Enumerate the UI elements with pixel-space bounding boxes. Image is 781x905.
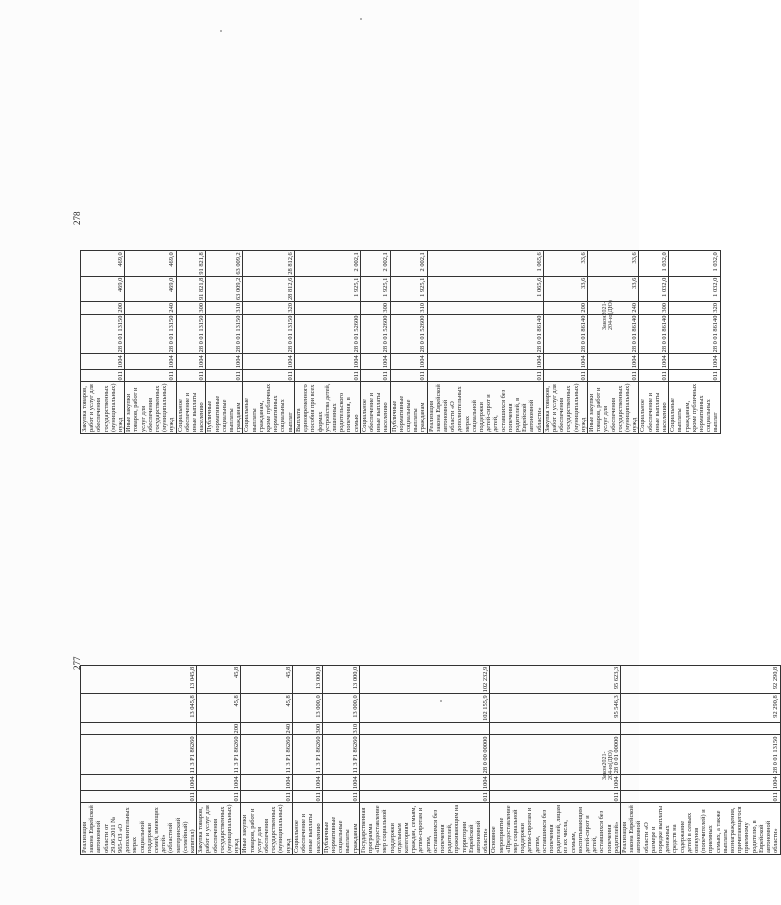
row-amount-2023-cell: 91 821,8 xyxy=(176,251,206,276)
row-expense-type-cell: 300 xyxy=(292,722,322,735)
row-section-cell: 1004 xyxy=(639,354,669,370)
row-name-cell: Выплата единовременного пособия при всех формах устройства детей, лишенных родительского попечения, в семью xyxy=(294,383,360,432)
row-amount-2022-cell: 91 821,8 xyxy=(176,276,206,301)
row-amount-2023-cell: 13 045,8 xyxy=(81,665,197,694)
row-expense-type-cell: 310 xyxy=(390,302,427,315)
page-number-278: 278 xyxy=(72,211,82,225)
row-target-article-cell: 28 0 01 13150 xyxy=(243,314,294,354)
row-section-cell: 1004 xyxy=(621,775,780,791)
row-target-article-cell: 28 0 01 86140 xyxy=(543,314,587,354)
row-section-cell: 1004 xyxy=(427,354,543,370)
row-code-cell: 011 xyxy=(427,370,543,382)
row-name-cell: Социальные выплаты гражданам, кроме публичных нормативных социальных выплат xyxy=(243,383,294,432)
row-target-article-cell: 28 0 01 86140 xyxy=(669,314,720,354)
row-section-cell: 1004 xyxy=(176,354,206,370)
row-expense-type-cell: 240 xyxy=(125,302,176,315)
table-row xyxy=(206,251,243,434)
row-name-cell: Закупка товаров, работ и услуг для обеспечения государственных (муниципальных) нужд xyxy=(543,383,587,432)
row-amount-2022-cell: 1 925,1 xyxy=(390,276,427,301)
row-section-cell: 1004 xyxy=(359,775,490,791)
row-name-cell: Закупка товаров, работ и услуг для обеспечения государственных (муниципальных) нужд xyxy=(81,383,125,432)
row-expense-type-cell xyxy=(81,722,197,735)
footer-watermark-right: Закон2021-204-ю(ДЮ) xyxy=(602,300,614,330)
row-section-cell: 1004 xyxy=(588,354,639,370)
page-number-277: 277 xyxy=(72,656,82,670)
row-name-cell: Социальное обеспечение и иные выплаты населению xyxy=(176,382,206,434)
row-target-article-cell: 28 0 01 13150 xyxy=(176,314,206,354)
row-expense-type-cell: 310 xyxy=(322,722,359,735)
row-code-cell: 011 xyxy=(176,370,206,382)
table-row xyxy=(669,251,720,434)
row-code-cell: 011 xyxy=(294,370,360,382)
row-amount-2023-cell: 1 065,6 xyxy=(427,251,543,276)
row-name-cell: Иные закупки товаров, работ и услуг для обеспечения государственных (муниципальных) нужд xyxy=(588,383,639,432)
row-amount-2023-cell: 33,6 xyxy=(543,251,587,276)
row-name-cell: Иные закупки товаров, работ и услуг для обеспечения государственных (муниципальных) нужд xyxy=(241,804,292,853)
table-row xyxy=(543,251,587,434)
budget-table-right xyxy=(80,250,721,434)
row-expense-type-cell xyxy=(427,302,543,315)
row-code-cell: 011 xyxy=(360,370,390,382)
row-expense-type-cell: 320 xyxy=(669,302,720,315)
table-row xyxy=(243,251,294,434)
table-row xyxy=(125,251,176,434)
row-expense-type-cell: 300 xyxy=(639,302,669,315)
row-amount-2023-cell: 1 032,0 xyxy=(639,251,669,276)
footer-watermark-left: Закон2021-204-ю(ДЮ) xyxy=(602,750,614,780)
scan-speck xyxy=(360,18,362,20)
row-expense-type-cell: 200 xyxy=(543,302,587,315)
row-target-article-cell: 11 3 P1 86260 xyxy=(197,735,241,775)
row-amount-2022-cell: 469,0 xyxy=(81,276,125,301)
row-amount-2023-cell: 469,0 xyxy=(81,251,125,276)
row-expense-type-cell xyxy=(621,722,780,735)
row-code-cell: 011 xyxy=(197,791,241,803)
table-row xyxy=(588,251,639,434)
row-name-cell: Публичные нормативные социальные выплаты гражданам xyxy=(206,382,243,434)
row-expense-type-cell xyxy=(490,722,621,735)
row-section-cell: 1004 xyxy=(125,354,176,370)
row-code-cell: 011 xyxy=(543,370,587,382)
row-expense-type-cell: 200 xyxy=(81,302,125,315)
budget-table-left xyxy=(80,665,781,855)
row-amount-2023-cell: 45,8 xyxy=(241,665,292,694)
row-section-cell: 1004 xyxy=(294,354,360,370)
row-expense-type-cell: 300 xyxy=(360,302,390,315)
row-target-article-cell: 28 0 01 86140 xyxy=(639,314,669,354)
row-amount-2022-cell: 33,6 xyxy=(588,276,639,301)
row-name-cell: Социальное обеспечение и иные выплаты населению xyxy=(292,803,322,855)
row-target-article-cell: 28 0 01 00000 xyxy=(490,735,621,775)
table-row xyxy=(81,665,197,854)
row-code-cell: 011 xyxy=(639,370,669,382)
row-amount-2022-cell: 33,6 xyxy=(543,276,587,301)
row-target-article-cell: 28 0 01 86140 xyxy=(427,314,543,354)
row-code-cell: 011 xyxy=(322,791,359,803)
table-row xyxy=(292,665,322,854)
row-amount-2023-cell: 28 812,6 xyxy=(243,251,294,276)
row-name-cell: Публичные нормативные социальные выплаты гражданам xyxy=(390,382,427,434)
row-target-article-cell: 28 0 01 86140 xyxy=(588,314,639,354)
row-amount-2023-cell: 1 032,0 xyxy=(669,251,720,276)
row-amount-2022-cell: 102 155,9 xyxy=(359,694,490,723)
row-amount-2022-cell: 13 000,0 xyxy=(322,694,359,723)
row-section-cell: 1004 xyxy=(543,354,587,370)
row-amount-2022-cell: 45,8 xyxy=(197,694,241,723)
row-target-article-cell: 28 0 01 13150 xyxy=(125,314,176,354)
row-name-cell: Социальные выплаты гражданам, кроме публичных нормативных социальных выплат xyxy=(669,383,720,432)
row-target-article-cell: 28 0 01 13150 xyxy=(81,314,125,354)
row-amount-2023-cell: 13 000,0 xyxy=(322,665,359,694)
row-amount-2022-cell: 1 065,6 xyxy=(427,276,543,301)
row-target-article-cell: 28 0 01 52600 xyxy=(390,314,427,354)
row-amount-2023-cell: 2 002,1 xyxy=(390,251,427,276)
row-section-cell: 1004 xyxy=(241,775,292,791)
table-row xyxy=(490,665,621,854)
row-expense-type-cell: 310 xyxy=(206,302,243,315)
row-amount-2023-cell: 2 002,1 xyxy=(294,251,360,276)
table-row xyxy=(241,665,292,854)
row-code-cell: 011 xyxy=(292,791,322,803)
row-name-cell: Публичные нормативные социальные выплаты гражданам xyxy=(322,803,359,855)
row-target-article-cell: 11 3 P1 86260 xyxy=(241,735,292,775)
row-code-cell: 011 xyxy=(125,370,176,382)
table-row xyxy=(621,665,780,854)
row-name-cell: Реализация закона Еврейской автономной области «О размере и порядке выплаты денежных средств на содержание детей в семьях опекунов (попечителей) и приемных семьях, а также выплаты вознаграждения, причитающегося приемному родителю, в Еврейской автономной области» xyxy=(621,803,780,855)
row-amount-2023-cell: 45,8 xyxy=(197,665,241,694)
row-section-cell: 1004 xyxy=(206,354,243,370)
row-code-cell: 011 xyxy=(621,791,780,803)
row-amount-2023-cell: 92 290,8 xyxy=(621,665,780,694)
row-expense-type-cell: 240 xyxy=(241,722,292,735)
row-code-cell: 011 xyxy=(81,370,125,382)
row-amount-2023-cell: 469,0 xyxy=(125,251,176,276)
scan-speck xyxy=(220,30,222,32)
row-name-cell: Реализация закона Еврейской автономной области от 29.06.2011 № 965-ОЗ «О дополнительных мерах социальной поддержки семей, имеющих детей» (областной материнский (семейный) капитал) xyxy=(81,803,197,855)
row-amount-2022-cell: 92 290,8 xyxy=(621,694,780,723)
table-row xyxy=(427,251,543,434)
row-expense-type-cell: 300 xyxy=(176,302,206,315)
row-target-article-cell: 28 0 01 13150 xyxy=(206,314,243,354)
row-section-cell: 1004 xyxy=(81,354,125,370)
scan-speck xyxy=(440,700,442,702)
row-expense-type-cell xyxy=(294,302,360,315)
table-row xyxy=(81,251,125,434)
row-amount-2022-cell: 45,8 xyxy=(241,694,292,723)
row-code-cell: 011 xyxy=(588,370,639,382)
row-target-article-cell: 28 0 01 52600 xyxy=(294,314,360,354)
row-target-article-cell: 11 3 P1 86260 xyxy=(81,735,197,775)
row-name-cell: Основное мероприятие «Предоставление мер социальной поддержки детям-сиротам и детям, оставшимся без попечения родителей, лицам из их числа, семьям, воспитывающим детей-сирот и детей, оставшихся без попечения родителей» xyxy=(490,804,620,853)
row-amount-2023-cell: 102 232,9 xyxy=(359,665,490,694)
row-section-cell: 1004 xyxy=(390,354,427,370)
row-section-cell: 1004 xyxy=(243,354,294,370)
row-amount-2022-cell: 1 925,1 xyxy=(294,276,360,301)
row-section-cell: 1004 xyxy=(197,775,241,791)
row-section-cell: 1004 xyxy=(360,354,390,370)
row-amount-2023-cell: 95 623,3 xyxy=(490,665,621,694)
table-row xyxy=(639,251,669,434)
row-amount-2022-cell: 13 045,8 xyxy=(81,694,197,723)
row-section-cell: 1004 xyxy=(292,775,322,791)
row-expense-type-cell: 320 xyxy=(243,302,294,315)
row-name-cell: Иные закупки товаров, работ и услуг для обеспечения государственных (муниципальных) нужд xyxy=(125,383,176,432)
row-code-cell: 011 xyxy=(669,370,720,382)
row-code-cell: 011 xyxy=(243,370,294,382)
row-target-article-cell: 28 0 01 52600 xyxy=(360,314,390,354)
row-code-cell: 011 xyxy=(81,791,197,803)
row-section-cell: 1004 xyxy=(669,354,720,370)
row-name-cell: Социальное обеспечение и иные выплаты населению xyxy=(639,382,669,434)
row-code-cell: 011 xyxy=(390,370,427,382)
row-amount-2023-cell: 63 009,2 xyxy=(206,251,243,276)
row-name-cell: Государственная программа «Предоставление мер социальной поддержки отдельным категориям граждан, семьям, детям-сиротам и детям, оставшимся без попечения родителей, проживающим на территории Еврейской автономной области» xyxy=(359,804,490,853)
table-row xyxy=(176,251,206,434)
row-expense-type-cell: 240 xyxy=(588,302,639,315)
row-amount-2022-cell: 13 000,0 xyxy=(292,694,322,723)
table-row xyxy=(390,251,427,434)
table-row xyxy=(294,251,360,434)
row-code-cell: 011 xyxy=(490,791,621,803)
row-amount-2022-cell: 28 812,6 xyxy=(243,276,294,301)
row-amount-2023-cell: 2 002,1 xyxy=(360,251,390,276)
row-name-cell: Социальное обеспечение и иные выплаты населению xyxy=(360,382,390,434)
row-target-article-cell: 11 3 P1 86260 xyxy=(292,735,322,775)
row-code-cell: 011 xyxy=(206,370,243,382)
row-target-article-cell: 28 0 00 00000 xyxy=(359,735,490,775)
row-expense-type-cell: 200 xyxy=(197,722,241,735)
table-row xyxy=(360,251,390,434)
row-expense-type-cell xyxy=(359,722,490,735)
row-code-cell: 011 xyxy=(359,791,490,803)
row-amount-2022-cell: 95 546,3 xyxy=(490,694,621,723)
row-name-cell: Закупка товаров, работ и услуг для обеспечения государственных (муниципальных) нужд xyxy=(197,804,241,853)
row-name-cell: Реализация закона Еврейской автономной области «О дополнительных мерах социальной поддержки детей-сирот и детей, оставшихся без попечения родителей, в Еврейской автономной области» xyxy=(427,382,543,434)
table-row xyxy=(359,665,490,854)
row-target-article-cell: 11 3 P1 86260 xyxy=(322,735,359,775)
row-amount-2023-cell: 13 000,0 xyxy=(292,665,322,694)
row-amount-2022-cell: 63 009,2 xyxy=(206,276,243,301)
table-row xyxy=(197,665,241,854)
table-row xyxy=(322,665,359,854)
row-section-cell: 1004 xyxy=(322,775,359,791)
row-amount-2023-cell: 33,6 xyxy=(588,251,639,276)
row-section-cell: 1004 xyxy=(81,775,197,791)
row-amount-2022-cell: 469,0 xyxy=(125,276,176,301)
row-section-cell: 1004 xyxy=(490,775,621,791)
row-amount-2022-cell: 1 032,0 xyxy=(669,276,720,301)
row-code-cell: 011 xyxy=(241,791,292,803)
row-target-article-cell: 28 0 01 13150 xyxy=(621,735,780,775)
row-amount-2022-cell: 1 925,1 xyxy=(360,276,390,301)
row-amount-2022-cell: 1 032,0 xyxy=(639,276,669,301)
